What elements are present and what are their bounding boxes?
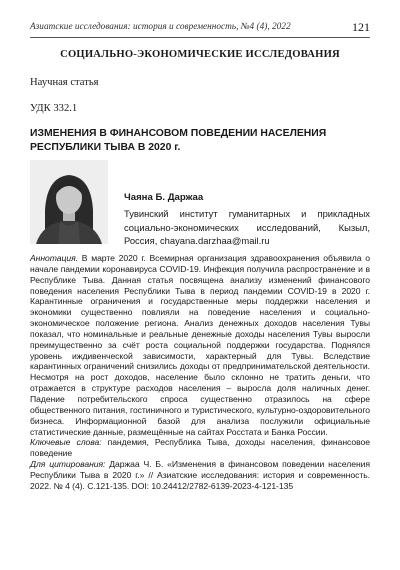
- author-affiliation: Тувинский институт гуманитарных и прикладных социально-экономических исследований, Кызыл, Россия, chayana.darzhaa@mail.ru: [124, 208, 370, 246]
- running-header: Азиатские исследования: история и современность, №4 (4), 2022: [30, 22, 291, 32]
- header-rule: [30, 37, 370, 38]
- keywords-paragraph: [30, 437, 370, 459]
- author-name: Чаяна Б. Даржаа: [124, 192, 204, 203]
- citation-label: Для цитирования:: [30, 459, 106, 470]
- abstract-text: В марте 2020 г. Всемирная организация здравоохранения объявила о начале пандемии коронавируса COVID-19. Инфекция получила распространение и в Республике Тыва. Данная статья посвящена анализу изменений финансового поведения населения Республики Тыва в период пандемии COVID-19 в 2020 г. Карантинные ограничения и государственные меры поддержки населения и экономики существенно повлияли на поведение населения и социально-экономическое положение региона. Анализ денежных доходов населения Тувы показал, что номинальные и реальные денежные доходы населения Тувы выросли преимущественно за счёт роста социальной поддержки государства. Поднялся уровень иждивенческой зависимости, характерный для Тувы. Вследствие карантинных ограничений снизились доходы от предпринимательской деятельности. Несмотря на рост доходов, население было склонно не тратить деньги, что отражается в структуре расходов населения – выросла доля наличных денег. Падение потребительского спроса существенно отразилось на сфере общественного питания, гостиничного и туристического, культурно-оздоровительного бизнеса. Информационной базой для анализа послужили официальные статистические данные, размещённые на сайтах Росстата и Банка России.: [30, 253, 370, 437]
- article-type: Научная статья: [30, 77, 99, 88]
- article-title-line-1: ИЗМЕНЕНИЯ В ФИНАНСОВОМ ПОВЕДЕНИИ НАСЕЛЕНИЯ: [30, 128, 327, 139]
- citation-text: Даржаа Ч. Б. «Изменения в финансовом поведении населения Республики Тыва в 2020 г.» // Азиатские исследования: история и современность. 2022. № 4 (4). С.121-135. DOI: 10.24412/2782-6139-2023-4-121-135: [30, 459, 370, 491]
- section-title: СОЦИАЛЬНО-ЭКОНОМИЧЕСКИЕ ИССЛЕДОВАНИЯ: [60, 49, 340, 60]
- keywords-text: пандемия, Республика Тыва, доходы населения, финансовое поведение: [30, 437, 371, 459]
- page-number: 121: [352, 20, 370, 34]
- author-portrait-image: [30, 160, 108, 244]
- abstract-section: [30, 253, 370, 492]
- udc-code: УДК 332.1: [30, 103, 78, 114]
- author-photo: [30, 160, 108, 244]
- abstract-label: Аннотация.: [30, 253, 78, 263]
- article-title-line-2: РЕСПУБЛИКИ ТЫВА В 2020 г.: [30, 142, 181, 153]
- article-title: [30, 127, 370, 155]
- keywords-label: Ключевые слова:: [30, 437, 102, 448]
- abstract-paragraph: [30, 253, 370, 437]
- citation-paragraph: [30, 459, 370, 492]
